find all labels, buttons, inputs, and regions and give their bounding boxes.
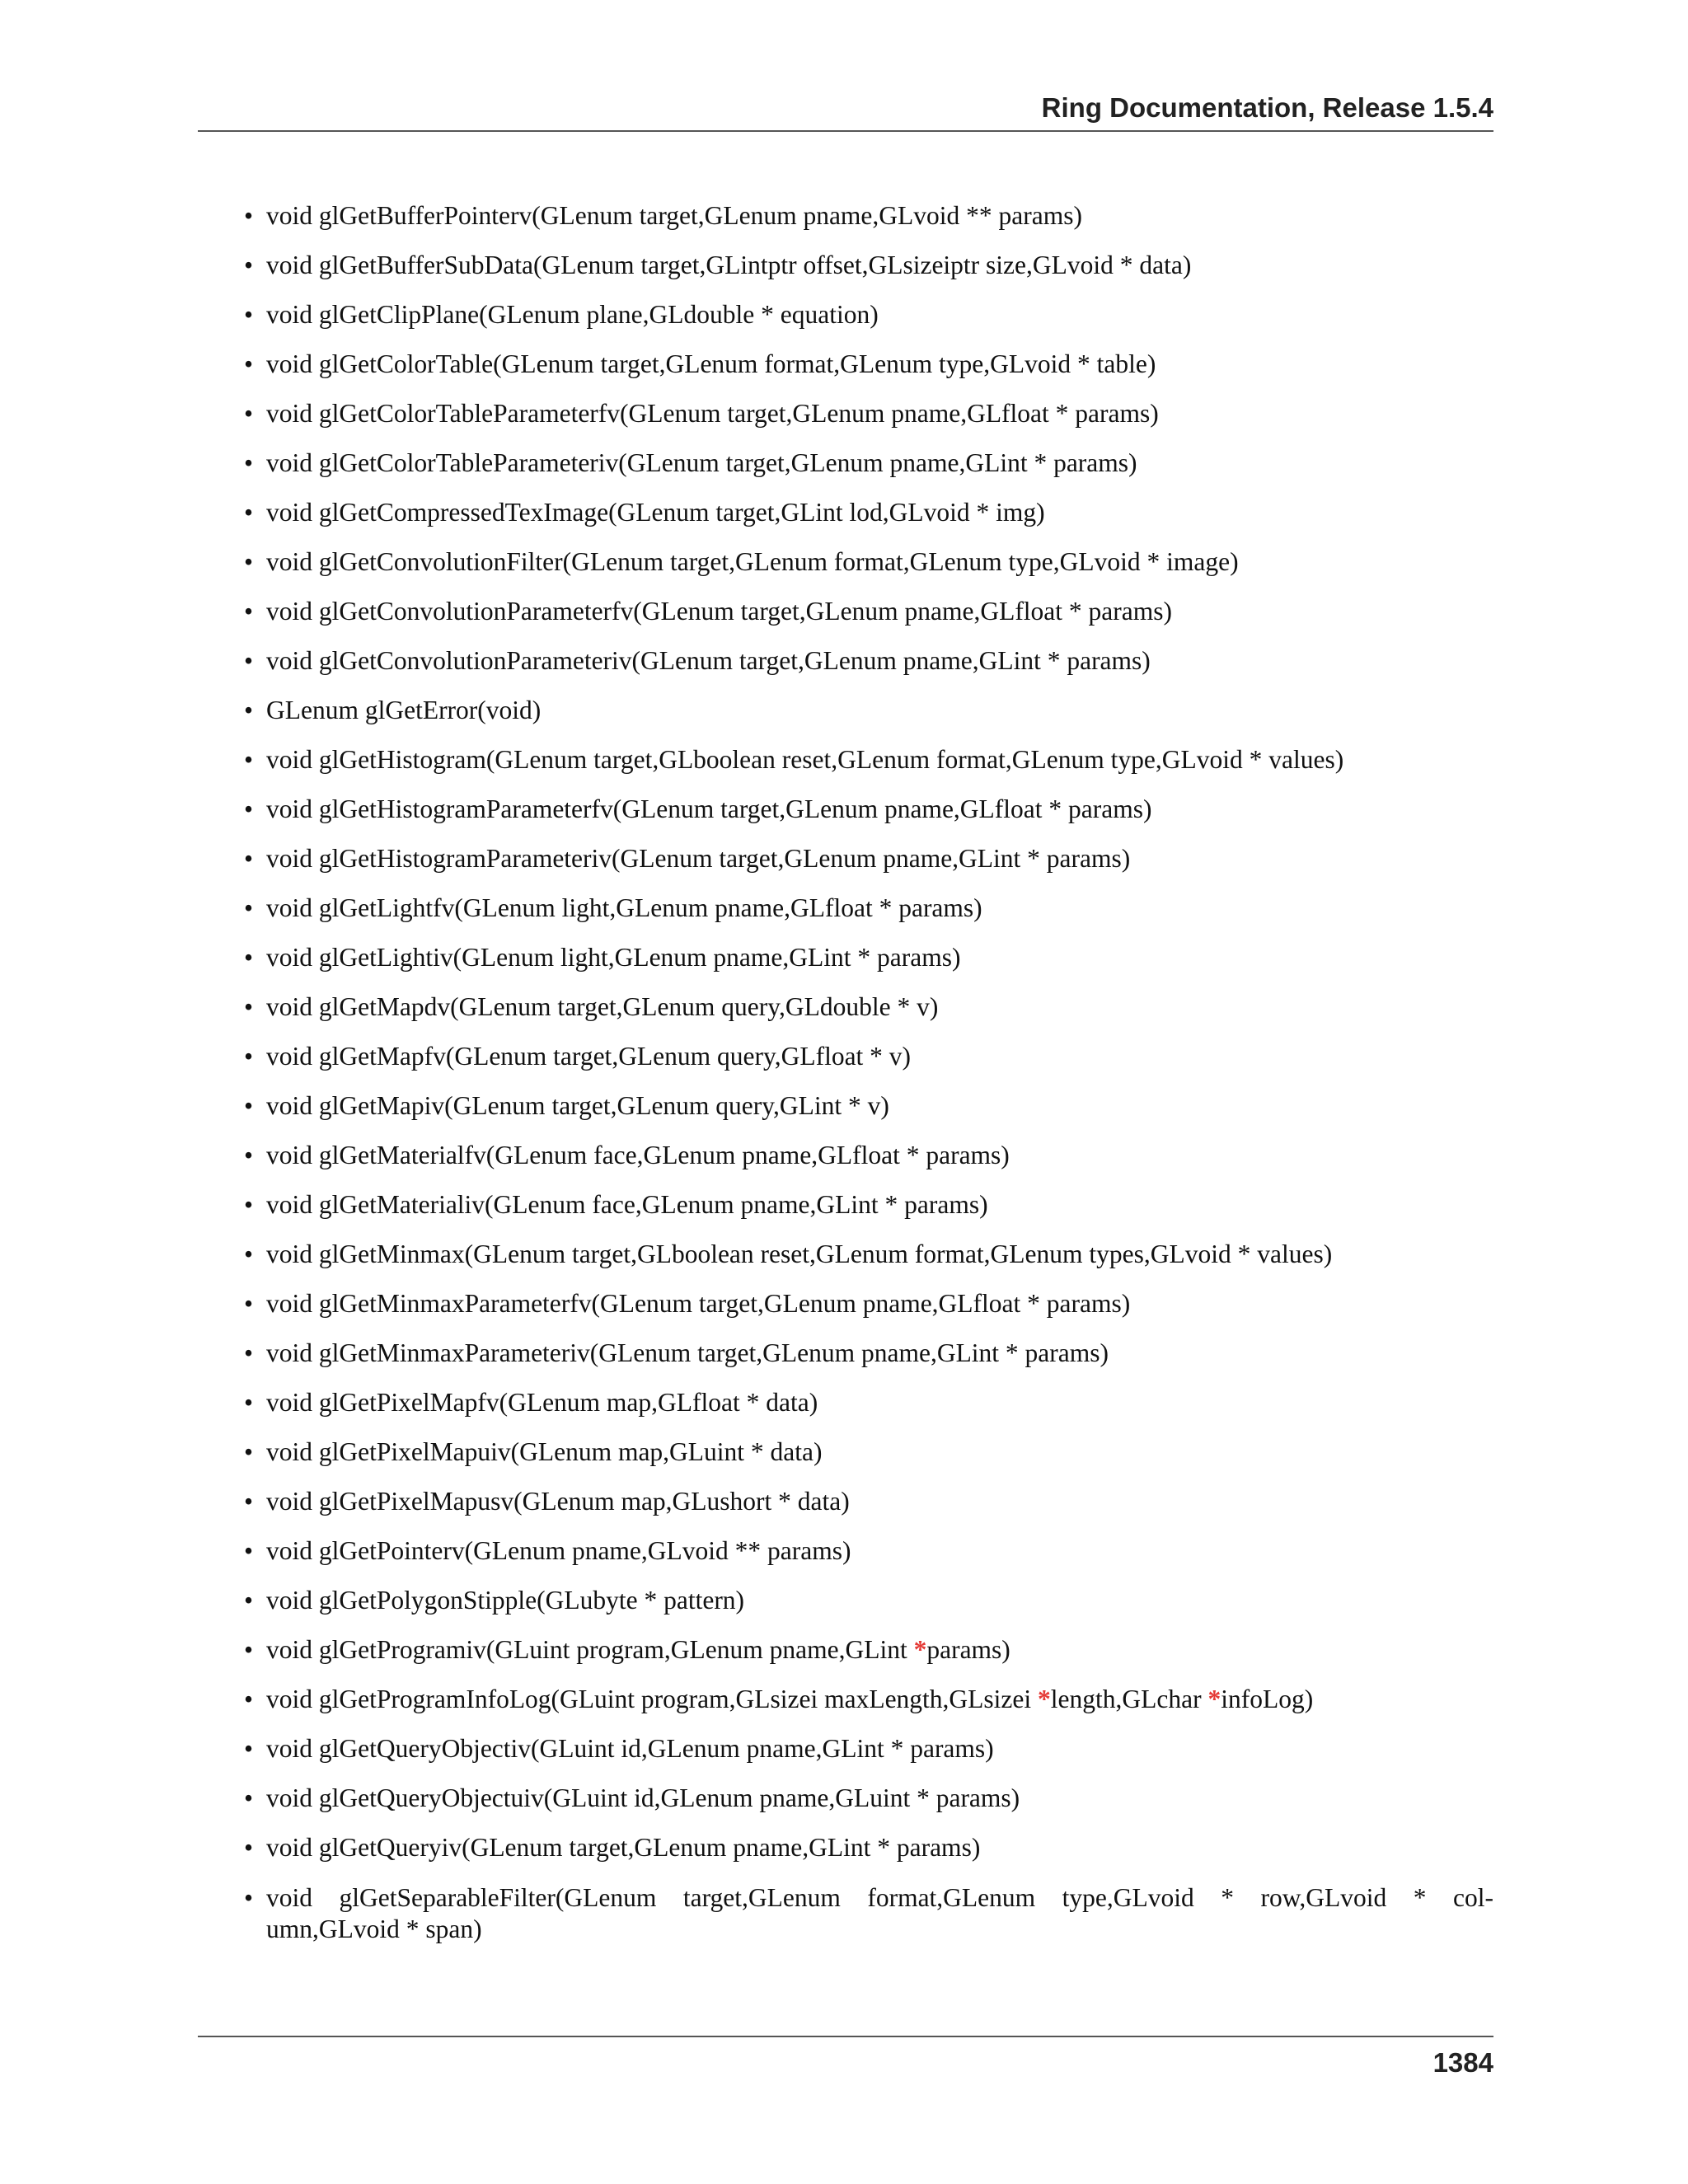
function-signature: void glGetHistogram(GLenum target,GLboolean reset,GLenum format,GLenum type,GLvoid * values) (266, 745, 1344, 774)
bullet: • (244, 1388, 254, 1417)
page-footer (198, 2036, 1493, 2078)
function-signature: void glGetPixelMapuiv(GLenum map,GLuint * data) (266, 1437, 823, 1466)
function-signature: void glGetMinmaxParameteriv(GLenum target,GLenum pname,GLint * params) (266, 1338, 1109, 1367)
bullet: • (244, 547, 254, 576)
highlighted-asterisk: * (1038, 1685, 1051, 1713)
list-item-query-objectiv (198, 1734, 1493, 1764)
list-item (198, 943, 1493, 972)
document-title: Ring Documentation, Release 1.5.4 (1041, 92, 1493, 123)
bullet: • (244, 1289, 254, 1318)
bullet: • (244, 646, 254, 675)
content (198, 201, 1493, 1965)
list-item (198, 1240, 1493, 1269)
page-number: 1384 (1432, 2047, 1493, 2078)
function-signature: void glGetMapfv(GLenum target,GLenum query,GLfloat * v) (266, 1042, 912, 1071)
list-item (198, 844, 1493, 874)
list-item-separable-filter (198, 1882, 1493, 1945)
function-signature: void glGetLightfv(GLenum light,GLenum pname,GLfloat * params) (266, 893, 982, 922)
function-signature: void glGetConvolutionFilter(GLenum target,GLenum format,GLenum type,GLvoid * image) (266, 547, 1239, 576)
list-item (198, 448, 1493, 478)
bullet: • (244, 844, 254, 873)
function-signature: void glGetClipPlane(GLenum plane,GLdouble * equation) (266, 300, 879, 329)
list-item (198, 1289, 1493, 1319)
function-signature: void glGetColorTableParameterfv(GLenum target,GLenum pname,GLfloat * params) (266, 399, 1159, 428)
bullet: • (244, 1635, 254, 1664)
bullet: • (244, 1586, 254, 1615)
function-signature: void glGetHistogramParameteriv(GLenum target,GLenum pname,GLint * params) (266, 844, 1131, 873)
function-signature: void glGetPolygonStipple(GLubyte * pattern) (266, 1586, 745, 1615)
function-signature: void glGetLightiv(GLenum light,GLenum pname,GLint * params) (266, 943, 961, 972)
list-item (198, 1536, 1493, 1566)
function-signature: GLenum glGetError(void) (266, 696, 542, 724)
function-signature-part: params) (926, 1635, 1010, 1664)
bullet: • (244, 745, 254, 774)
highlighted-asterisk: * (913, 1635, 927, 1664)
bullet: • (244, 349, 254, 378)
list-item (198, 1190, 1493, 1220)
page-header (198, 91, 1493, 132)
function-signature: void glGetBufferPointerv(GLenum target,GLenum pname,GLvoid ** params) (266, 201, 1082, 230)
function-signature: void glGetQueryObjectiv(GLuint id,GLenum pname,GLint * params) (266, 1734, 994, 1763)
bullet: • (244, 1437, 254, 1466)
bullet: • (244, 1338, 254, 1367)
list-item (198, 1141, 1493, 1170)
function-signature-part: infoLog) (1221, 1685, 1314, 1713)
function-signature: void glGetPixelMapusv(GLenum map,GLushort * data) (266, 1487, 850, 1516)
list-item (198, 1586, 1493, 1615)
list-item (198, 300, 1493, 330)
function-signature-part: length,GLchar (1050, 1685, 1208, 1713)
function-signature-part: void glGetProgramInfoLog(GLuint program,GLsizei maxLength,GLsizei (266, 1685, 1039, 1713)
bullet: • (244, 201, 254, 230)
bullet: • (244, 597, 254, 626)
list-item (198, 696, 1493, 725)
list-item (198, 646, 1493, 676)
bullet: • (244, 992, 254, 1021)
bullet: • (244, 1487, 254, 1516)
list-item (198, 349, 1493, 379)
list-item (198, 251, 1493, 280)
list-item (198, 547, 1493, 577)
function-signature: void glGetMinmax(GLenum target,GLboolean reset,GLenum format,GLenum types,GLvoid * values) (266, 1240, 1333, 1268)
bullet: • (244, 893, 254, 922)
bullet: • (244, 1091, 254, 1120)
list-item (198, 1338, 1493, 1368)
function-signature: void glGetMaterialfv(GLenum face,GLenum pname,GLfloat * params) (266, 1141, 1010, 1169)
bullet: • (244, 399, 254, 428)
bullet: • (244, 1783, 254, 1812)
function-signature: void glGetConvolutionParameterfv(GLenum target,GLenum pname,GLfloat * params) (266, 597, 1172, 626)
function-signature: void glGetColorTableParameteriv(GLenum target,GLenum pname,GLint * params) (266, 448, 1137, 477)
bullet: • (244, 1734, 254, 1763)
list-item (198, 893, 1493, 923)
list-item-query-objectuiv (198, 1783, 1493, 1813)
function-signature: void glGetQueryObjectuiv(GLuint id,GLenum pname,GLuint * params) (266, 1783, 1020, 1812)
list-item (198, 201, 1493, 231)
function-signature: void glGetMinmaxParameterfv(GLenum target,GLenum pname,GLfloat * params) (266, 1289, 1131, 1318)
list-item-queryiv (198, 1833, 1493, 1863)
function-signature-line-1: void glGetSeparableFilter(GLenum target,GLenum format,GLenum type,GLvoid * row,GLvoid * col- (266, 1883, 1493, 1912)
list-item (198, 992, 1493, 1022)
function-signature: void glGetHistogramParameterfv(GLenum target,GLenum pname,GLfloat * params) (266, 794, 1152, 823)
function-signature: void glGetColorTable(GLenum target,GLenum format,GLenum type,GLvoid * table) (266, 349, 1156, 378)
function-list (198, 201, 1493, 1945)
bullet: • (244, 448, 254, 477)
list-item (198, 1487, 1493, 1516)
list-item (198, 498, 1493, 527)
list-item (198, 399, 1493, 429)
highlighted-asterisk: * (1207, 1685, 1221, 1713)
bullet: • (244, 1833, 254, 1862)
list-item (198, 1437, 1493, 1467)
bullet: • (244, 1042, 254, 1071)
function-signature: void glGetMapdv(GLenum target,GLenum query,GLdouble * v) (266, 992, 939, 1021)
bullet: • (244, 498, 254, 527)
bullet: • (244, 1141, 254, 1169)
bullet: • (244, 696, 254, 724)
bullet: • (244, 300, 254, 329)
list-item (198, 597, 1493, 626)
function-signature: void glGetMaterialiv(GLenum face,GLenum pname,GLint * params) (266, 1190, 988, 1219)
bullet: • (244, 1190, 254, 1219)
function-signature-line-2: umn,GLvoid * span) (266, 1915, 482, 1943)
function-signature: void glGetConvolutionParameteriv(GLenum target,GLenum pname,GLint * params) (266, 646, 1151, 675)
bullet: • (244, 943, 254, 972)
function-signature: void glGetBufferSubData(GLenum target,GLintptr offset,GLsizeiptr size,GLvoid * data) (266, 251, 1192, 279)
list-item (198, 745, 1493, 775)
list-item-programiv (198, 1635, 1493, 1665)
function-signature: void glGetCompressedTexImage(GLenum target,GLint lod,GLvoid * img) (266, 498, 1045, 527)
list-item (198, 1388, 1493, 1418)
list-item (198, 1042, 1493, 1071)
bullet: • (244, 1685, 254, 1713)
bullet: • (244, 1536, 254, 1565)
bullet: • (244, 251, 254, 279)
list-item-infolog (198, 1685, 1493, 1714)
function-signature: void glGetQueryiv(GLenum target,GLenum pname,GLint * params) (266, 1833, 981, 1862)
list-item (198, 1091, 1493, 1121)
function-signature: void glGetMapiv(GLenum target,GLenum query,GLint * v) (266, 1091, 889, 1120)
bullet: • (244, 1240, 254, 1268)
bullet: • (244, 794, 254, 823)
function-signature: void glGetPointerv(GLenum pname,GLvoid ** params) (266, 1536, 851, 1565)
function-signature: void glGetPixelMapfv(GLenum map,GLfloat * data) (266, 1388, 818, 1417)
list-item (198, 794, 1493, 824)
function-signature-part: void glGetProgramiv(GLuint program,GLenum pname,GLint (266, 1635, 914, 1664)
bullet: • (244, 1883, 254, 1912)
